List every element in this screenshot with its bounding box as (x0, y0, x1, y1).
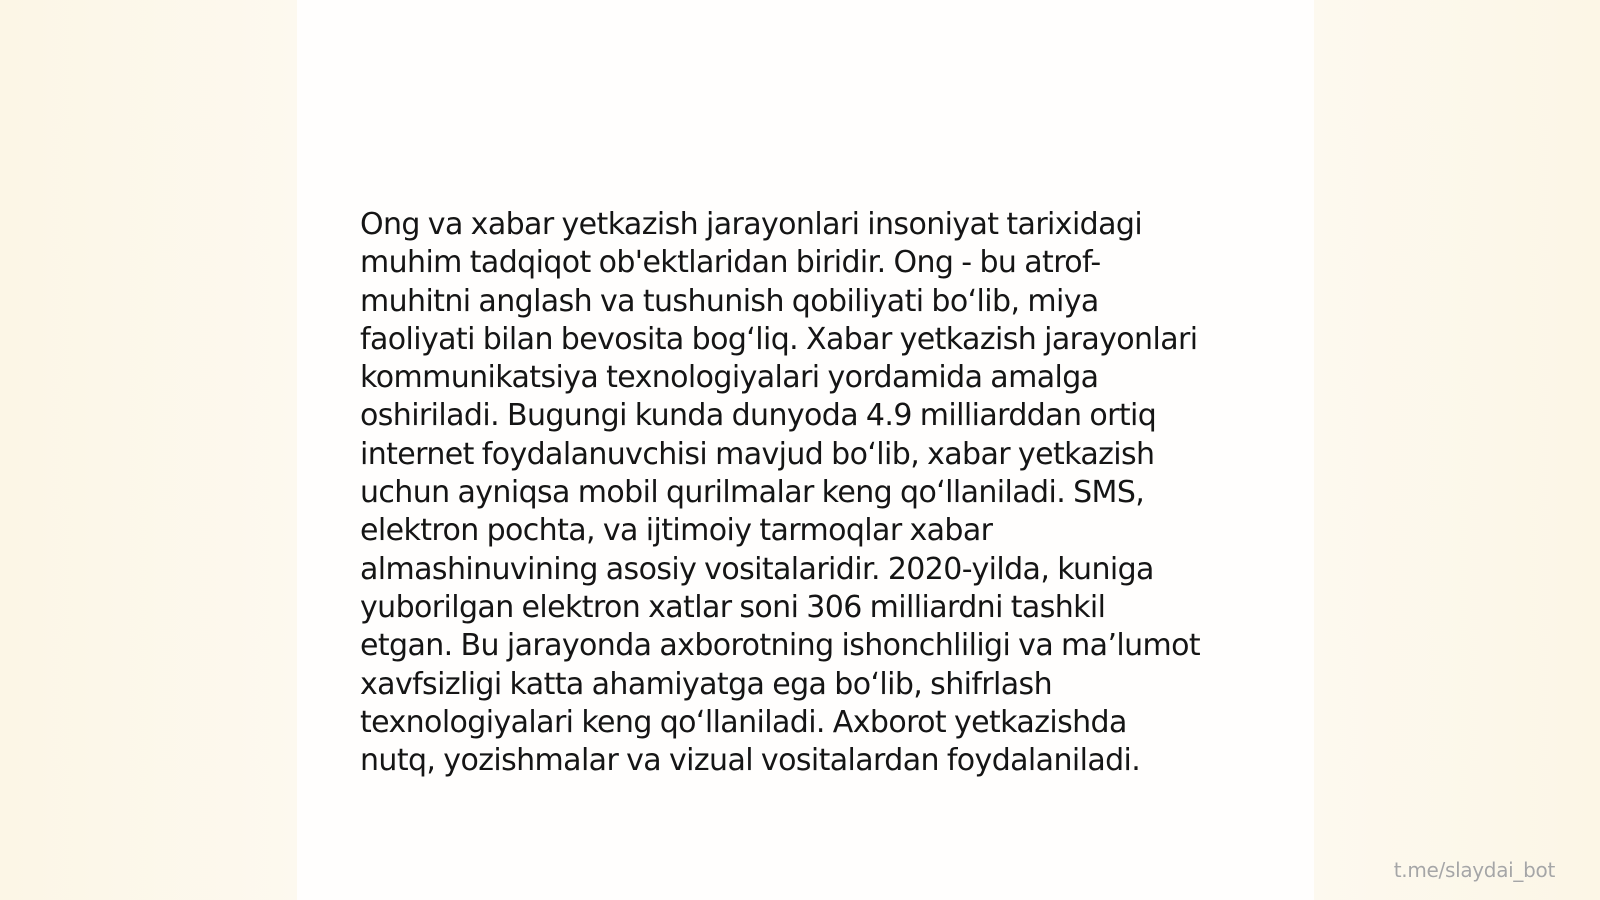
paragraph-line: Ong va xabar yetkazish jarayonlari insoniyat tarixidagi (360, 207, 1143, 242)
left-margin-background (0, 0, 297, 900)
right-margin-background (1314, 0, 1600, 900)
paragraph-line: muhitni anglash va tushunish qobiliyati bo‘lib, miya (360, 283, 1099, 319)
paragraph-line: elektron pochta, va ijtimoiy tarmoqlar xabar (360, 513, 993, 549)
paragraph-line: kommunikatsiya texnologiyalari yordamida amalga (360, 360, 1099, 396)
paragraph-line: uchun ayniqsa mobil qurilmalar keng qo‘llaniladi. SMS, (360, 475, 1145, 511)
paragraph-line: xavfsizligi katta ahamiyatga ega bo‘lib, shifrlash (360, 666, 1053, 702)
paragraph-line: internet foydalanuvchisi mavjud bo‘lib, xabar yetkazish (360, 436, 1155, 472)
paragraph-line: oshiriladi. Bugungi kunda dunyoda 4.9 milliarddan ortiq (360, 398, 1157, 434)
paragraph-line: etgan. Bu jarayonda axborotning ishonchliligi va ma’lumot (360, 628, 1201, 664)
paragraph-line: nutq, yozishmalar va vizual vositalardan foydalaniladi. (360, 743, 1141, 779)
paragraph-line: faoliyati bilan bevosita bog‘liq. Xabar yetkazish jarayonlari (360, 321, 1198, 357)
paragraph-line: almashinuvining asosiy vositalaridir. 2020-yilda, kuniga (360, 551, 1154, 587)
paragraph-line: texnologiyalari keng qo‘llaniladi. Axborot yetkazishda (360, 704, 1127, 740)
watermark-link: t.me/slaydai_bot (1393, 858, 1555, 882)
slide-body-paragraph (360, 206, 1240, 780)
paragraph-line: yuborilgan elektron xatlar soni 306 milliardni tashkil (360, 589, 1106, 625)
paragraph-line: muhim tadqiqot ob'ektlaridan biridir. Ong - bu atrof- (360, 245, 1101, 281)
